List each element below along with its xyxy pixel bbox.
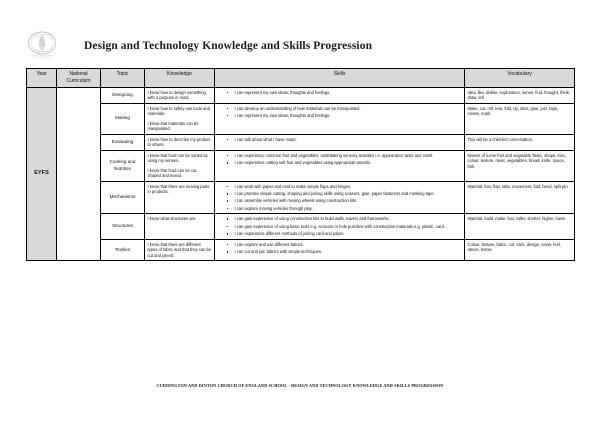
skill-item: I can experience different methods of joining card and paper.	[227, 231, 462, 237]
skills-cell	[215, 150, 465, 181]
knowledge-statement: I know that there are different types of fabric and that they can be cut and joined.	[147, 241, 212, 258]
skills-list	[218, 153, 462, 166]
topic-cell: Making	[101, 103, 145, 134]
topic-cell: Structures	[101, 214, 145, 239]
table-row	[27, 150, 575, 181]
skill-item: I can work with paper and card to make simple flaps and hinges.	[227, 184, 462, 190]
column-header-knowledge: Knowledge	[145, 69, 215, 88]
knowledge-statement: I know how to describe my product to others.	[147, 136, 211, 148]
knowledge-statement: I know that food can be cut, shaped and mixed.	[147, 167, 198, 179]
skills-list	[218, 184, 462, 212]
skill-item: I can practise simple cutting, shaping and joining skills using scissors, glue, paper fasteners and masking tape.	[227, 191, 462, 197]
skills-cell	[215, 181, 465, 214]
table-row	[27, 239, 575, 261]
vocabulary-cell: Idea, like, dislike, exploration, sense, find, thought, think, draw, tell	[465, 87, 575, 103]
skills-list	[218, 216, 462, 236]
table-row	[27, 134, 575, 150]
skill-item: I can talk about what I have made.	[227, 137, 462, 143]
knowledge-cell	[145, 150, 215, 181]
skills-cell	[215, 239, 465, 261]
skills-list	[218, 106, 462, 119]
skill-item: I can experience cutting soft fruit and vegetables using appropriate utensils.	[227, 160, 462, 166]
column-header-year: Year	[27, 69, 57, 88]
document-footer: CUDDINGTON AND DINTON CHURCH OF ENGLAND SCHOOL - DESIGN AND TECHNOLOGY KNOWLEDGE AND SKILLS PROGRESSION	[156, 383, 444, 388]
topic-cell: Textiles	[101, 239, 145, 261]
vocabulary-cell: Material, box, flap, tabs, movement, fold, bend, split pin	[465, 181, 575, 214]
skills-list	[218, 242, 462, 255]
skills-list	[218, 90, 462, 96]
knowledge-statement: I know how to safely use tools and materials.	[147, 105, 210, 117]
topic-cell: Cooking and Nutrition	[101, 150, 145, 181]
progression-table	[26, 68, 575, 261]
skill-item: I can gain experience of using construction kits to build walls, towers and frameworks.	[227, 216, 462, 222]
skills-cell	[215, 134, 465, 150]
vocabulary-cell: Material, build, make, box, taller, shorter, higher, lower	[465, 214, 575, 239]
vocabulary-cell: Make, cut, roll, tear, fold, rip, stick, glue, join, tape, create, mark	[465, 103, 575, 134]
skills-cell	[215, 214, 465, 239]
knowledge-cell	[145, 181, 215, 214]
table-body	[27, 87, 575, 261]
knowledge-statement: I know that materials can be manipulated.	[147, 120, 199, 132]
skill-item: I can develop an understanding of how materials can be manipulated.	[227, 106, 462, 112]
skills-cell	[215, 87, 465, 103]
knowledge-cell	[145, 103, 215, 134]
vocabulary-cell: Names of some fruit and vegetable Taste, shape, size, colour, texture, meat, vegetables, bread, knife, spoon, fork,	[465, 150, 575, 181]
skill-item: I can cut and join fabrics with simple techniques.	[227, 249, 462, 255]
school-crest-icon	[26, 29, 58, 63]
skill-item: I can represent my own ideas, thoughts and feelings.	[227, 113, 462, 119]
table-row	[27, 87, 575, 103]
table-row	[27, 181, 575, 214]
topic-cell: Mechanisms	[101, 181, 145, 214]
column-header-vocabulary: Vocabulary	[465, 69, 575, 88]
skill-item: I can assemble vehicles with moving wheels using construction kits.	[227, 198, 462, 204]
knowledge-statement: I know what structures are.	[147, 216, 197, 222]
skill-item: I can represent my own ideas, thoughts and feelings.	[227, 90, 462, 96]
year-cell: EYFS	[27, 87, 57, 261]
skill-item: I can gain experience of using basic tools e.g. scissors or hole punches with construction materials e.g. plastic, card.	[227, 224, 462, 230]
skills-cell	[215, 103, 465, 134]
knowledge-statement: I know how to design something with a purpose in mind.	[147, 89, 206, 101]
vocabulary-cell: This will be a child-led conversation.	[465, 134, 575, 150]
vocabulary-cell: Colour, texture, fabric, cut, stick, design, cover, feel, above, below	[465, 239, 575, 261]
skill-item: I can explore moving vehicles through play.	[227, 206, 462, 212]
column-header-skills: Skills	[215, 69, 465, 88]
topic-cell: Designing	[101, 87, 145, 103]
topic-cell: Evaluating	[101, 134, 145, 150]
skills-list	[218, 137, 462, 143]
national-curriculum-cell	[57, 87, 101, 261]
table-row	[27, 214, 575, 239]
skill-item: I can explore and use different fabrics.	[227, 242, 462, 248]
knowledge-statement: I know that food can be sorted by using my senses.	[147, 152, 208, 164]
skill-item: I can experience common fruit and vegetables, undertaking sensory activities i.e. appearance taste and smell.	[227, 153, 462, 159]
knowledge-statement: I know that there are moving parts in products.	[147, 183, 210, 195]
page-title: Design and Technology Knowledge and Skills Progression	[84, 40, 373, 52]
knowledge-cell	[145, 239, 215, 261]
knowledge-cell	[145, 134, 215, 150]
knowledge-cell	[145, 214, 215, 239]
table-header-row	[27, 69, 575, 88]
column-header-national-curriculum: National Curriculum	[57, 69, 101, 88]
table-row	[27, 103, 575, 134]
document-header	[0, 26, 600, 66]
knowledge-cell	[145, 87, 215, 103]
column-header-topic: Topic	[101, 69, 145, 88]
